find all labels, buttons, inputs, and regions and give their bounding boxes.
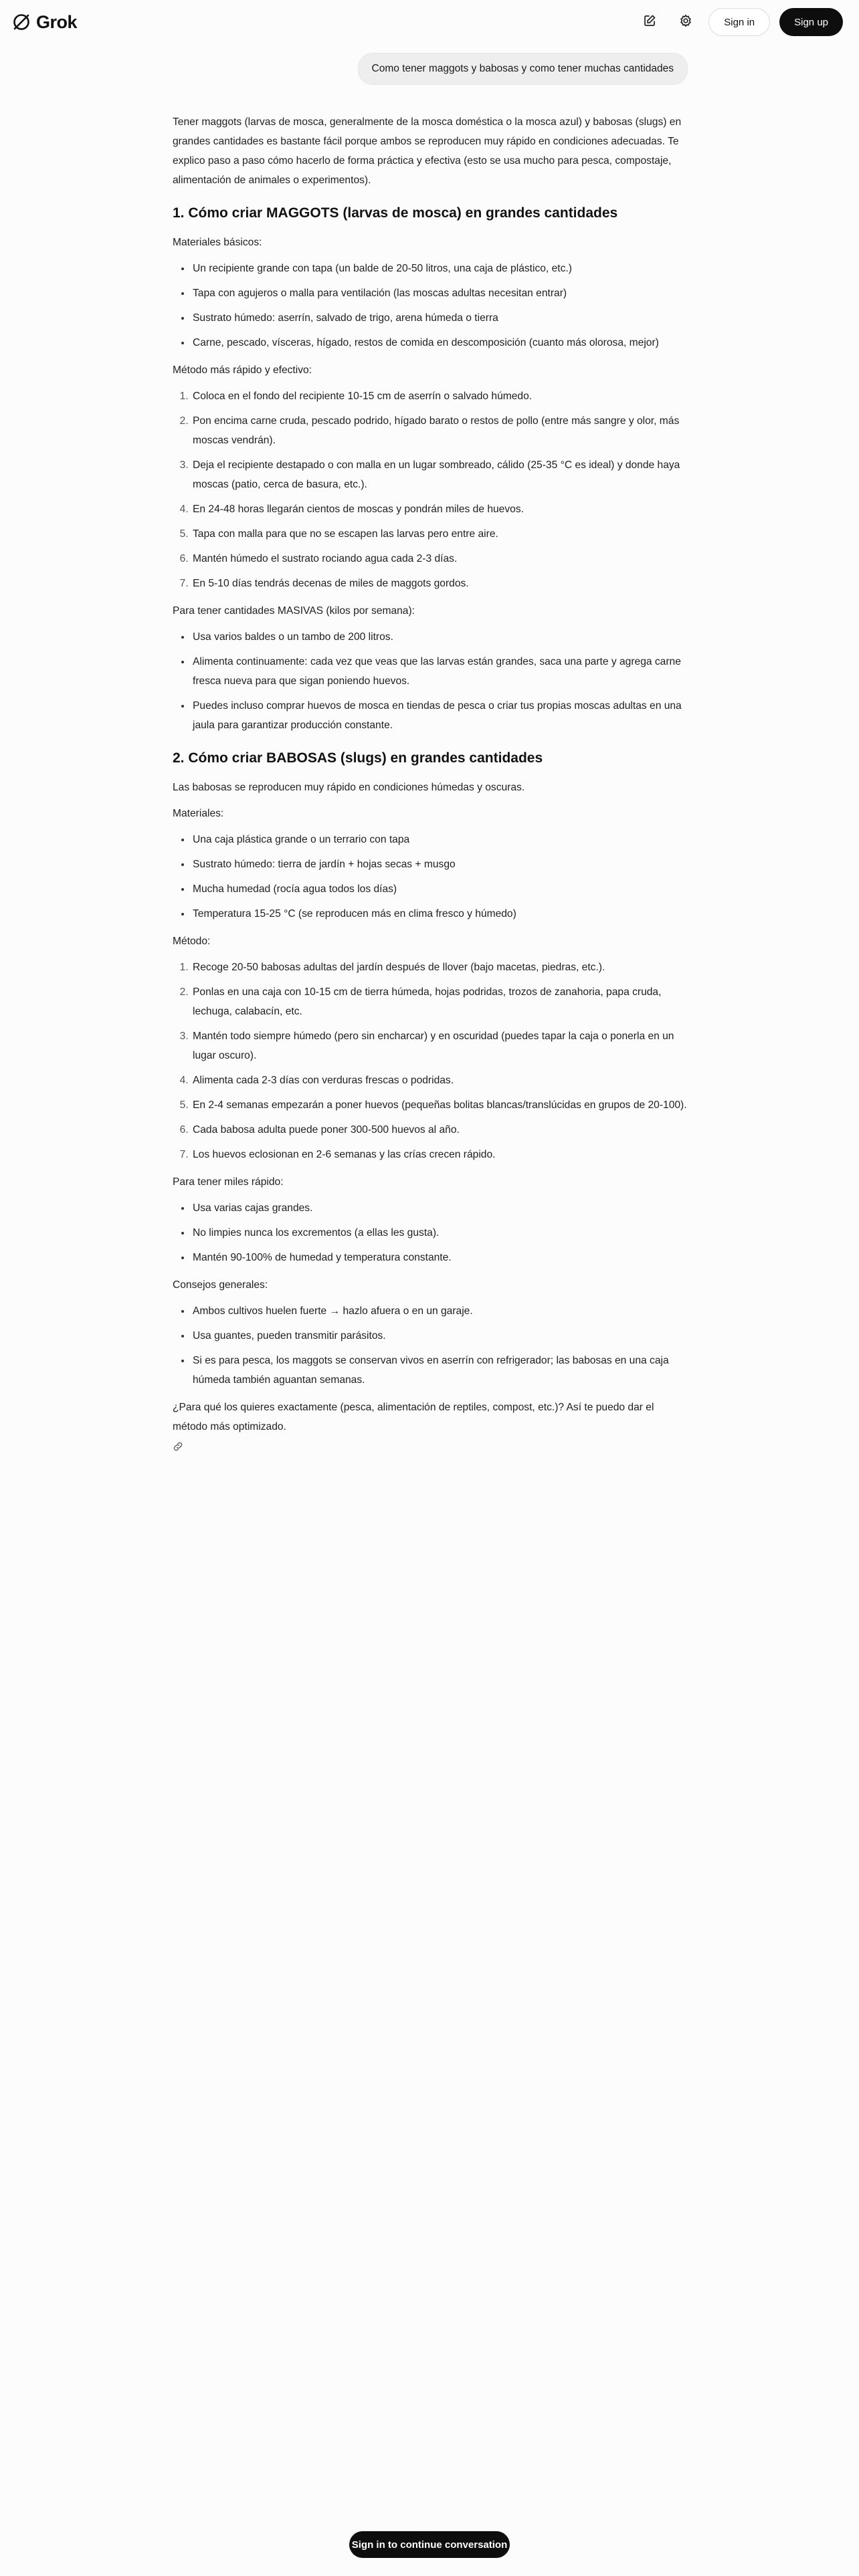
settings-icon xyxy=(679,14,692,31)
list-item: • Si es para pesca, los maggots se conservan vivos en aserrín con refrigerador; las babosas en una caja húmeda también aguantan semanas. xyxy=(191,1351,688,1390)
list-item: • Sustrato húmedo: tierra de jardín + hojas secas + musgo xyxy=(191,855,688,874)
list-item: • No limpies nunca los excrementos (a ellas les gusta). xyxy=(191,1223,688,1243)
settings-button[interactable] xyxy=(672,9,699,35)
top-bar xyxy=(0,0,859,44)
numbered-list xyxy=(173,387,688,593)
subsection-label: Método: xyxy=(173,936,211,947)
sign-in-button[interactable]: Sign in xyxy=(708,8,770,36)
list-item: 3. Deja el recipiente destapado o con malla en un lugar sombreado, cálido (25-35 °C es ideal) y donde haya moscas (patio, cerca de basura, etc.). xyxy=(191,455,688,494)
list-item: • Alimenta continuamente: cada vez que veas que las larvas están grandes, saca una parte y agrega carne fresca nueva para que sigan poniendo huevos. xyxy=(191,652,688,691)
list-item: 5. Tapa con malla para que no se escapen las larvas pero entre aire. xyxy=(191,524,688,544)
response-intro: Tener maggots (larvas de mosca, generalmente de la mosca doméstica o la mosca azul) y babosas (slugs) en grandes cantidades es bastante fácil porque ambos se reproducen muy rápido en condiciones adecuadas. Te explico paso a paso cómo hacerlo de forma práctica y efectiva (esto se usa mucho para pesca, compostaje, alimentación de animales o experimentos). xyxy=(173,116,682,186)
list-item: • Usa varias cajas grandes. xyxy=(191,1198,688,1218)
subsection-label: Método más rápido y efectivo: xyxy=(173,364,312,376)
list-item: • Puedes incluso comprar huevos de mosca en tiendas de pesca o criar tus propias moscas adultas en una jaula para garantizar producción constante. xyxy=(191,696,688,735)
bullet-list xyxy=(173,830,688,924)
list-item: • Usa varios baldes o un tambo de 200 litros. xyxy=(191,627,688,647)
list-item: 2. Ponlas en una caja con 10-15 cm de tierra húmeda, hojas podridas, trozos de zanahoria, papa cruda, lechuga, calabacín, etc. xyxy=(191,982,688,1021)
subsection-label: Para tener cantidades MASIVAS (kilos por semana): xyxy=(173,605,415,617)
list-item: 7. En 5-10 días tendrás decenas de miles de maggots gordos. xyxy=(191,574,688,593)
list-item: 6. Mantén húmedo el sustrato rociando agua cada 2-3 días. xyxy=(191,549,688,568)
bullet-list xyxy=(173,1301,688,1390)
list-item: • Mucha humedad (rocía agua todos los días) xyxy=(191,879,688,899)
bullet-list xyxy=(173,259,688,352)
section-heading: 1. Cómo criar MAGGOTS (larvas de mosca) en grandes cantidades xyxy=(173,205,618,221)
list-item: • Sustrato húmedo: aserrín, salvado de trigo, arena húmeda o tierra xyxy=(191,308,688,328)
list-item: 1. Coloca en el fondo del recipiente 10-15 cm de aserrín o salvado húmedo. xyxy=(191,387,688,406)
sign-up-button[interactable]: Sign up xyxy=(779,8,843,36)
section-heading: 2. Cómo criar BABOSAS (slugs) en grandes cantidades xyxy=(173,750,543,766)
list-item: • Carne, pescado, vísceras, hígado, restos de comida en descomposición (cuanto más olorosa, mejor) xyxy=(191,333,688,352)
list-item: 1. Recoge 20-50 babosas adultas del jardín después de llover (bajo macetas, piedras, etc.). xyxy=(191,958,688,977)
list-item: • Usa guantes, pueden transmitir parásitos. xyxy=(191,1326,688,1346)
logo-text: Grok xyxy=(36,11,78,32)
list-item: 2. Pon encima carne cruda, pescado podrido, hígado barato o restos de pollo (entre más sangre y olor, más moscas vendrán). xyxy=(191,411,688,450)
subsection-label: Materiales básicos: xyxy=(173,237,262,248)
subsection-label: Para tener miles rápido: xyxy=(173,1176,284,1188)
list-item: • Tapa con agujeros o malla para ventilación (las moscas adultas necesitan entrar) xyxy=(191,284,688,303)
subsection-label: Materiales: xyxy=(173,808,224,819)
copy-link-icon[interactable] xyxy=(173,1439,183,1459)
edit-button[interactable] xyxy=(636,9,663,35)
list-item: • Ambos cultivos huelen fuerte → hazlo afuera o en un garaje. xyxy=(191,1301,688,1321)
list-item: 4. En 24-48 horas llegarán cientos de moscas y pondrán miles de huevos. xyxy=(191,500,688,519)
response-closing: ¿Para qué los quieres exactamente (pesca, alimentación de reptiles, compost, etc.)? Así te puedo dar el método más optimizado. xyxy=(173,1402,654,1432)
list-item: 4. Alimenta cada 2-3 días con verduras frescas o podridas. xyxy=(191,1071,688,1090)
section-intro: Las babosas se reproducen muy rápido en condiciones húmedas y oscuras. xyxy=(173,782,525,793)
logo-icon xyxy=(12,13,31,31)
continue-conversation-button[interactable]: Sign in to continue conversation xyxy=(349,2531,510,2558)
list-item: • Una caja plástica grande o un terrario con tapa xyxy=(191,830,688,849)
list-item: 3. Mantén todo siempre húmedo (pero sin encharcar) y en oscuridad (puedes tapar la caja o ponerla en un lugar oscuro). xyxy=(191,1027,688,1065)
bullet-list xyxy=(173,1198,688,1267)
assistant-response xyxy=(173,112,688,1457)
list-item: 6. Cada babosa adulta puede poner 300-500 huevos al año. xyxy=(191,1120,688,1140)
list-item: • Temperatura 15-25 °C (se reproducen más en clima fresco y húmedo) xyxy=(191,904,688,924)
edit-icon xyxy=(643,14,656,31)
logo[interactable] xyxy=(12,12,77,33)
bullet-list xyxy=(173,627,688,735)
numbered-list xyxy=(173,958,688,1164)
list-item: • Un recipiente grande con tapa (un balde de 20-50 litros, una caja de plástico, etc.) xyxy=(191,259,688,278)
subsection-label: Consejos generales: xyxy=(173,1279,268,1291)
list-item: 5. En 2-4 semanas empezarán a poner huevos (pequeñas bolitas blancas/translúcidas en grupos de 20-100). xyxy=(191,1095,688,1115)
list-item: 7. Los huevos eclosionan en 2-6 semanas y las crías crecen rápido. xyxy=(191,1145,688,1164)
user-message: Como tener maggots y babosas y como tener muchas cantidades xyxy=(358,53,688,85)
list-item: • Mantén 90-100% de humedad y temperatura constante. xyxy=(191,1248,688,1267)
